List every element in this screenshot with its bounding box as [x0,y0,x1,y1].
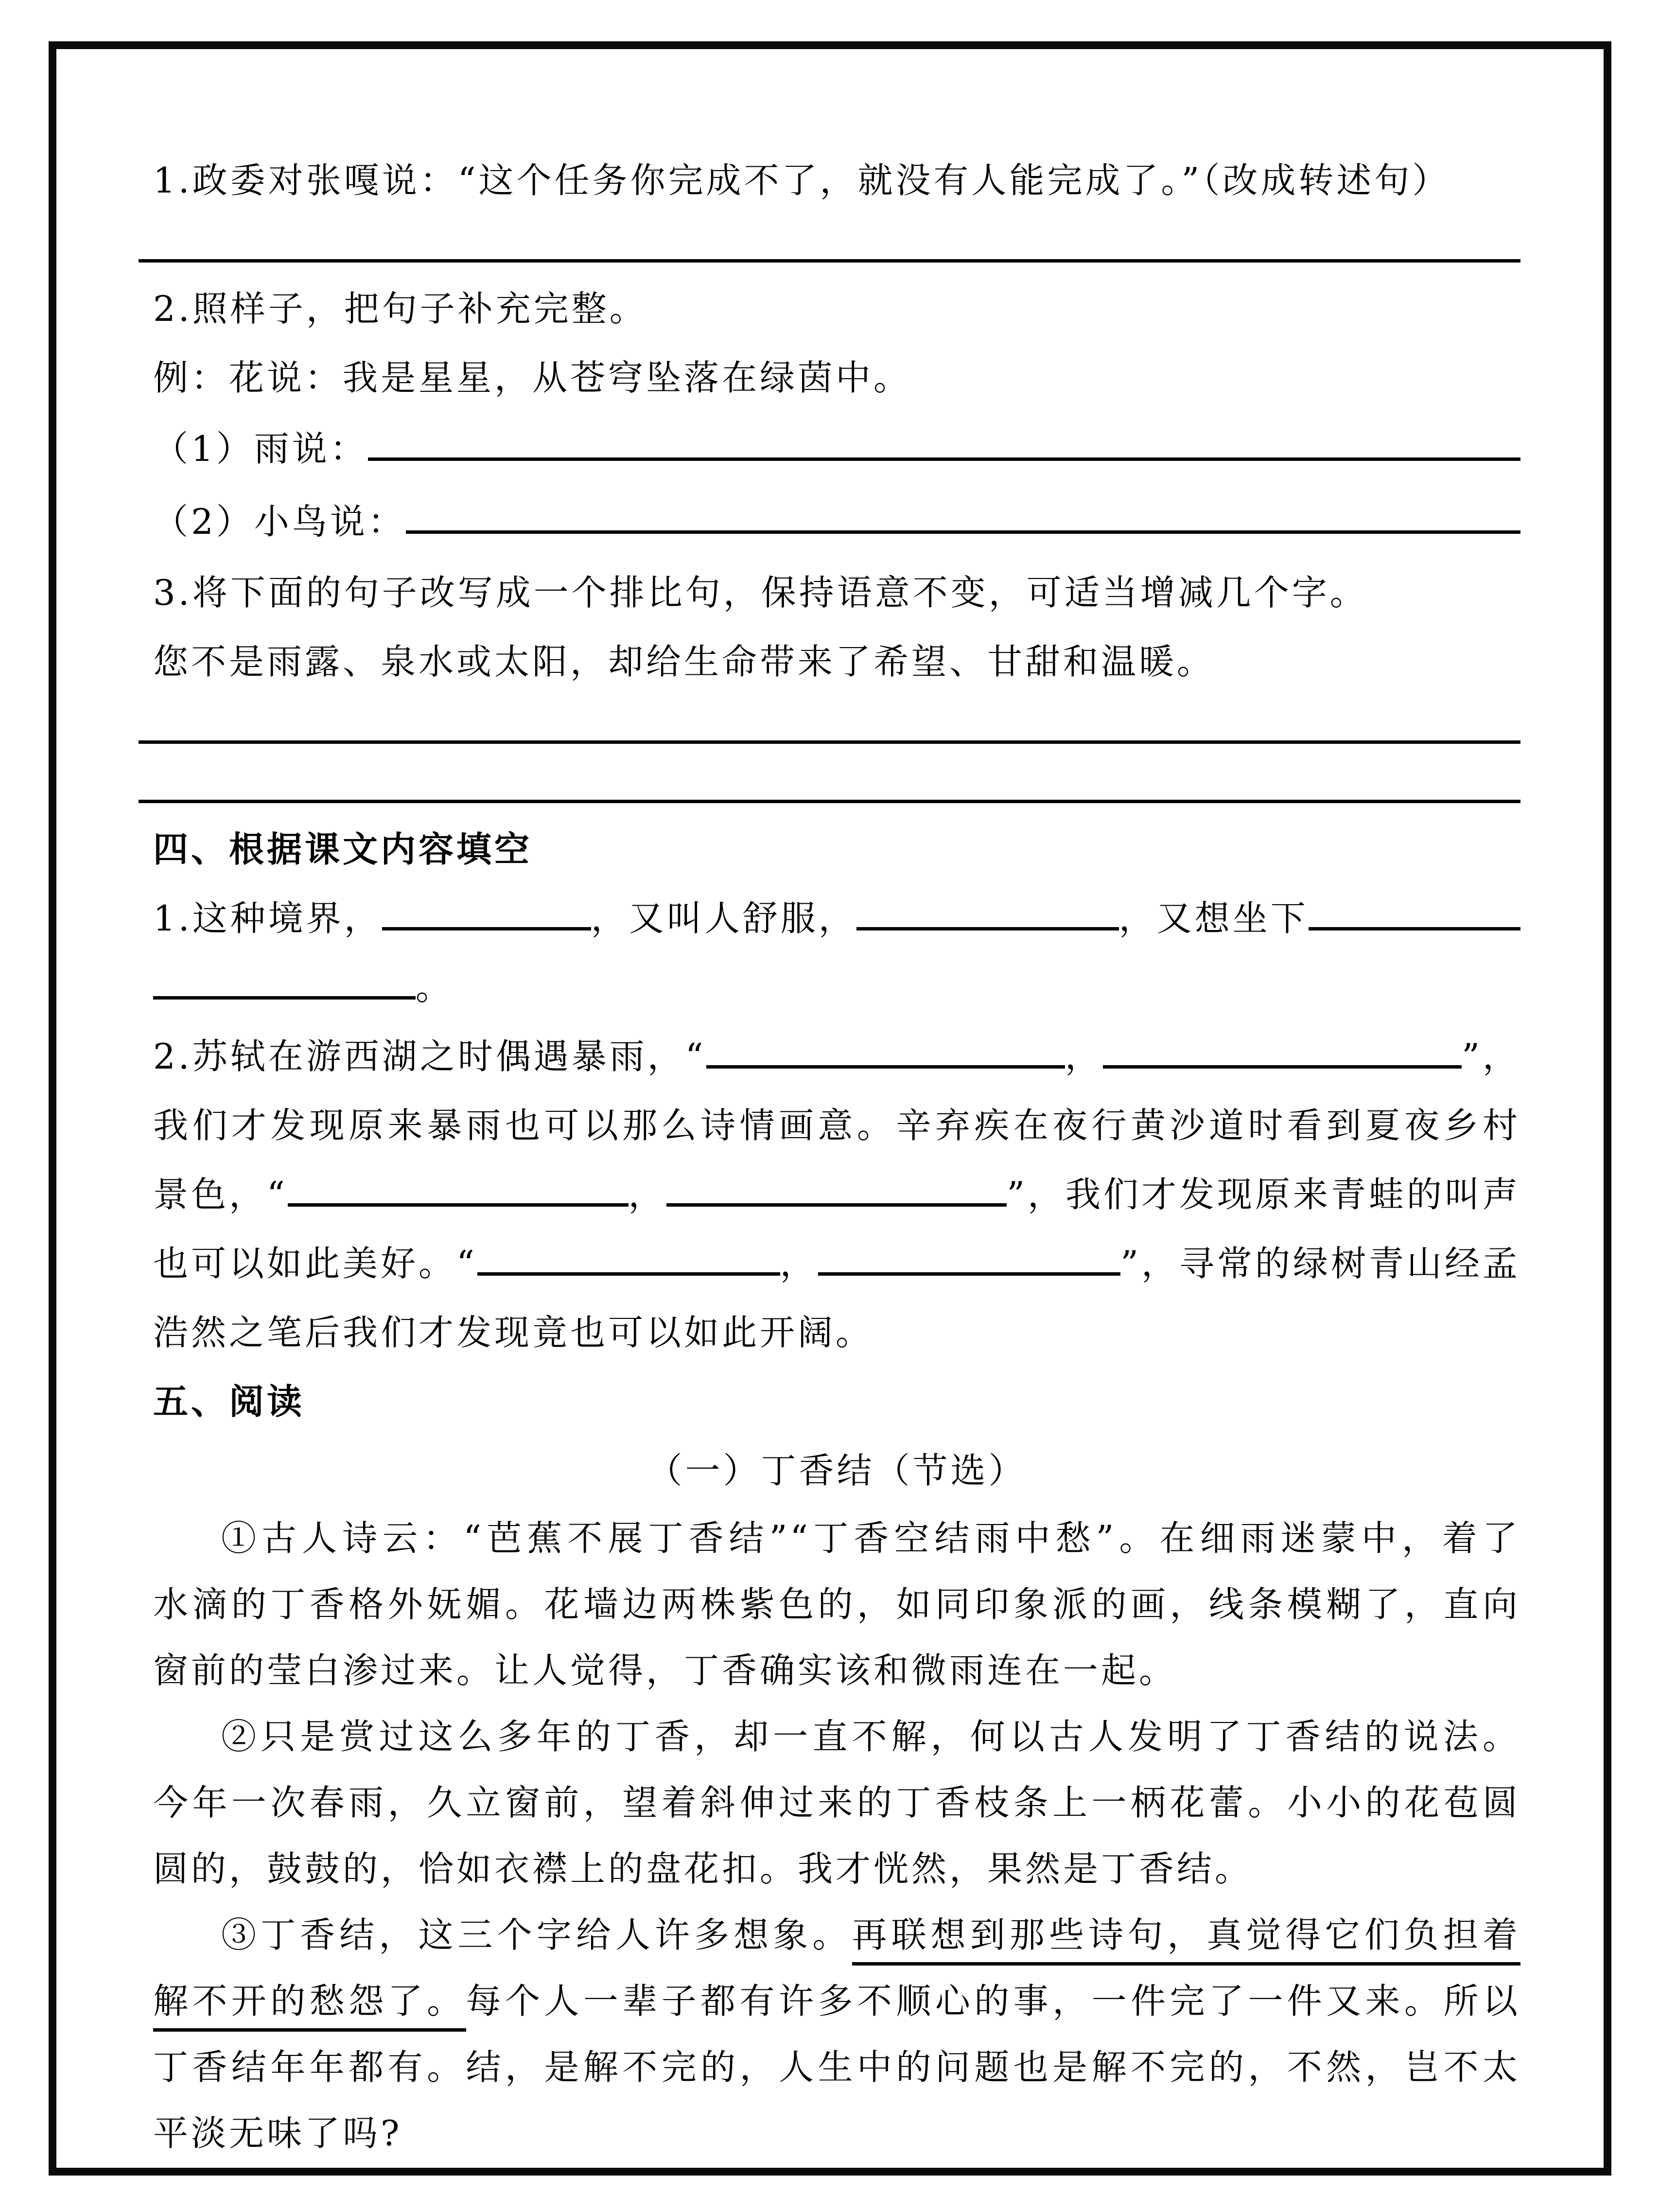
answer-blank [406,529,1520,534]
reading-title: （一）丁香结（节选） [647,1450,1027,1491]
answer-line-3 [153,755,1520,815]
text-segment: 每个人一辈子都有许多不顺心的事，一件完了一件又来。所以 [466,1981,1520,2021]
para3-line2 [153,1968,1520,2034]
q2-example: 例：花说：我是星星，从苍穹坠落在绿茵中。 [153,357,912,398]
q4-2-line2: 我们才发现原来暴雨也可以那么诗情画意。辛弃疾在夜行黄沙道时看到夏夜乡村 [153,1105,1520,1146]
worksheet-content [153,146,1520,2166]
text-segment: ”， [1462,1036,1520,1077]
answer-blank [706,1064,1065,1069]
para3-line3: 丁香结年年都有。结，是解不完的，人生中的问题也是解不完的，不然，岂不太 [153,2047,1520,2088]
q2-prompt: 2.照样子，把句子补充完整。 [153,288,647,329]
answer-blank [382,926,591,930]
q1-rewrite-prompt: 1.政委对张嘎说：“这个任务你完成不了，就没有人能完成了。”（改成转述句） [153,160,1450,201]
para1-line1: ①古人诗云：“芭蕉不展丁香结”“丁香空结雨中愁”。在细雨迷蒙中，着了 [221,1518,1520,1559]
answer-blank [477,1271,780,1276]
q4-1-line1 [153,884,1520,953]
answer-blank [153,995,416,1000]
text-segment: （2）小鸟说： [153,501,406,542]
para2-line3: 圆的，鼓鼓的，恰如衣襟上的盘花扣。我才恍然，果然是丁香结。 [153,1848,1253,1889]
q3-source-sentence: 您不是雨露、泉水或太阳，却给生命带来了希望、甘甜和温暖。 [153,641,1215,682]
text-segment: 1.这种境界， [153,898,382,939]
text-segment: ， [1065,1036,1103,1077]
text-segment: （1）雨说： [153,428,368,469]
answer-blank [666,1202,1007,1207]
answer-blank [368,456,1520,461]
para3-line4: 平淡无味了吗? [153,2113,402,2154]
answer-line-2 [153,696,1520,755]
para2-line1: ②只是赏过这么多年的丁香，却一直不解，何以古人发明了丁香结的说法。 [221,1716,1520,1757]
text-segment: ， [780,1243,818,1284]
answer-blank [1103,1064,1462,1069]
text-segment: ”，寻常的绿树青山经孟 [1120,1243,1521,1284]
section4-heading: 四、根据课文内容填空 [153,829,533,870]
text-segment: ③丁香结，这三个字给人许多想象。 [221,1914,852,1955]
q4-2-line1 [153,1022,1520,1091]
para1-line2: 水滴的丁香格外妩媚。花墙边两株紫色的，如同印象派的画，线条模糊了，直向 [153,1584,1520,1625]
q2-item-2 [153,485,1520,558]
text-segment: 2.苏轼在游西湖之时偶遇暴雨，“ [153,1036,706,1077]
answer-line-1 [153,215,1520,274]
answer-blank [288,1202,629,1207]
para1-line3: 窗前的莹白渗过来。让人觉得，丁香确实该和微雨连在一起。 [153,1650,1177,1691]
answer-blank [856,926,1119,930]
q3-prompt: 3.将下面的句子改写成一个排比句，保持语意不变，可适当增减几个字。 [153,572,1368,613]
underlined-text: 再联想到那些诗句，真觉得它们负担着 [852,1914,1521,1966]
q4-2-line5: 浩然之笔后我们才发现竟也可以如此开阔。 [153,1312,874,1353]
text-segment: ”，我们才发现原来青蛙的叫声 [1007,1174,1521,1215]
answer-blank [818,1271,1121,1276]
text-segment: ，又想坐下 [1118,898,1309,939]
text-segment: ，又叫人舒服， [591,898,856,939]
text-segment: 景色，“ [153,1174,288,1215]
q4-1-line2 [153,953,1520,1022]
para2-line2: 今年一次春雨，久立窗前，望着斜伸过来的丁香枝条上一柄花蕾。小小的花苞圆 [153,1782,1520,1823]
text-segment: ， [628,1174,666,1215]
q2-item-1 [153,412,1520,485]
para3-line1 [153,1902,1520,1968]
text-segment: 。 [416,967,454,1008]
underlined-text: 解不开的愁怨了。 [153,1981,466,2032]
text-segment: 也可以如此美好。“ [153,1243,477,1284]
q4-2-line4 [153,1229,1520,1298]
q4-2-line3 [153,1160,1520,1229]
section5-heading: 五、阅读 [153,1381,305,1422]
answer-blank [1309,926,1520,930]
